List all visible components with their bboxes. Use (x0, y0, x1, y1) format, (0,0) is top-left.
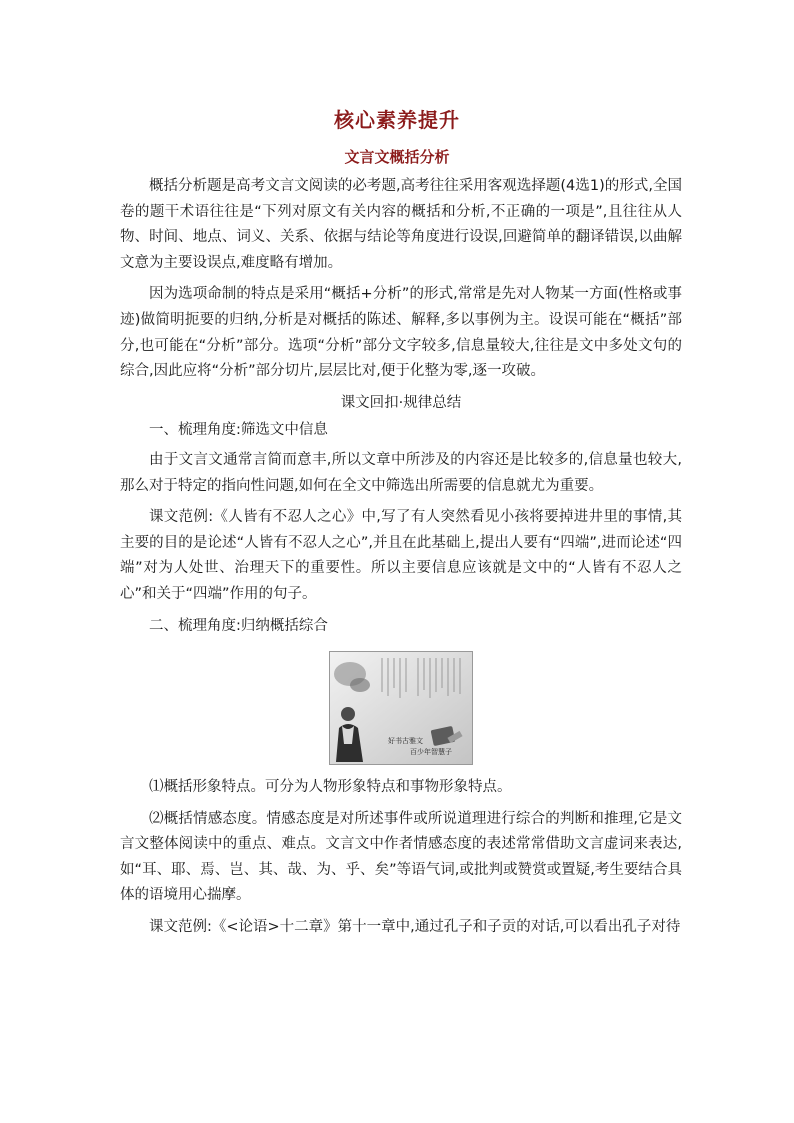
paragraph-intro-2: 因为选项命制的特点是采用“概括+分析”的形式,常常是先对人物某一方面(性格或事迹)做简明扼要的归纳,分析是对概括的陈述、解释,多以事例为主。设误可能在“概括”部分,也可能在“分析”部分。选项“分析”部分文字较多,信息量较大,往往是文中多处文句的综合,因此应将“分析”部分切片,层层比对,便于化整为零,逐一攻破。 (120, 286, 682, 380)
paragraph-7: 课文范例:《<论语>十二章》第十一章中,通过孔子和子贡的对话,可以看出孔子对待 (149, 919, 681, 936)
heading-2: 二、梳理角度:归纳概括综合 (149, 617, 328, 634)
paragraph-5: ⑴概括形象特点。可分为人物形象特点和事物形象特点。 (149, 779, 512, 796)
analects-illustration (329, 651, 473, 765)
section-title: 课文回扣·规律总结 (340, 394, 462, 411)
figure-caption-line-1: 好书古雅文 (388, 737, 423, 746)
paragraph-6: ⑵概括情感态度。情感态度是对所述事件或所说道理进行综合的判断和推理,它是文言文整体阅读中的重点、难点。文言文中作者情感态度的表述常常借助文言虚词来表达,如“耳、耶、焉、岂、其、哉、为、乎、矣”等语气词,或批判或赞赏或置疑,考生要结合具体的语境用心揣摩。 (120, 810, 682, 904)
page-subtitle: 文言文概括分析 (344, 148, 450, 166)
figure-caption-line-2: 百少年智慧子 (410, 748, 452, 757)
paragraph-4: 课文范例:《人皆有不忍人之心》中,写了有人突然看见小孩将要掉进井里的事情,其主要的目的是论述“人皆有不忍人之心”,并且在此基础上,提出人要有“四端”,进而论述“四端”对为人处世、治理天下的重要性。所以主要信息应该就是文中的“人皆有不忍人之心”和关于“四端”作用的句子。 (120, 509, 682, 602)
heading-1: 一、梳理角度:筛选文中信息 (149, 422, 328, 439)
paragraph-intro-1: 概括分析题是高考文言文阅读的必考题,高考往往采用客观选择题(4选1)的形式,全国卷的题干术语往往是“下列对原文有关内容的概括和分析,不正确的一项是”,且往往从人物、时间、地点、词义、关系、依据与结论等角度进行设误,回避简单的翻译错误,以曲解文意为主要设误点,难度略有增加。 (120, 178, 682, 271)
document-body (120, 174, 682, 941)
page-title: 核心素养提升 (334, 108, 460, 132)
paragraph-3: 由于文言文通常言简而意丰,所以文章中所涉及的内容还是比较多的,信息量也较大,那么对于特定的指向性问题,如何在全文中筛选出所需要的信息就尤为重要。 (120, 451, 682, 494)
